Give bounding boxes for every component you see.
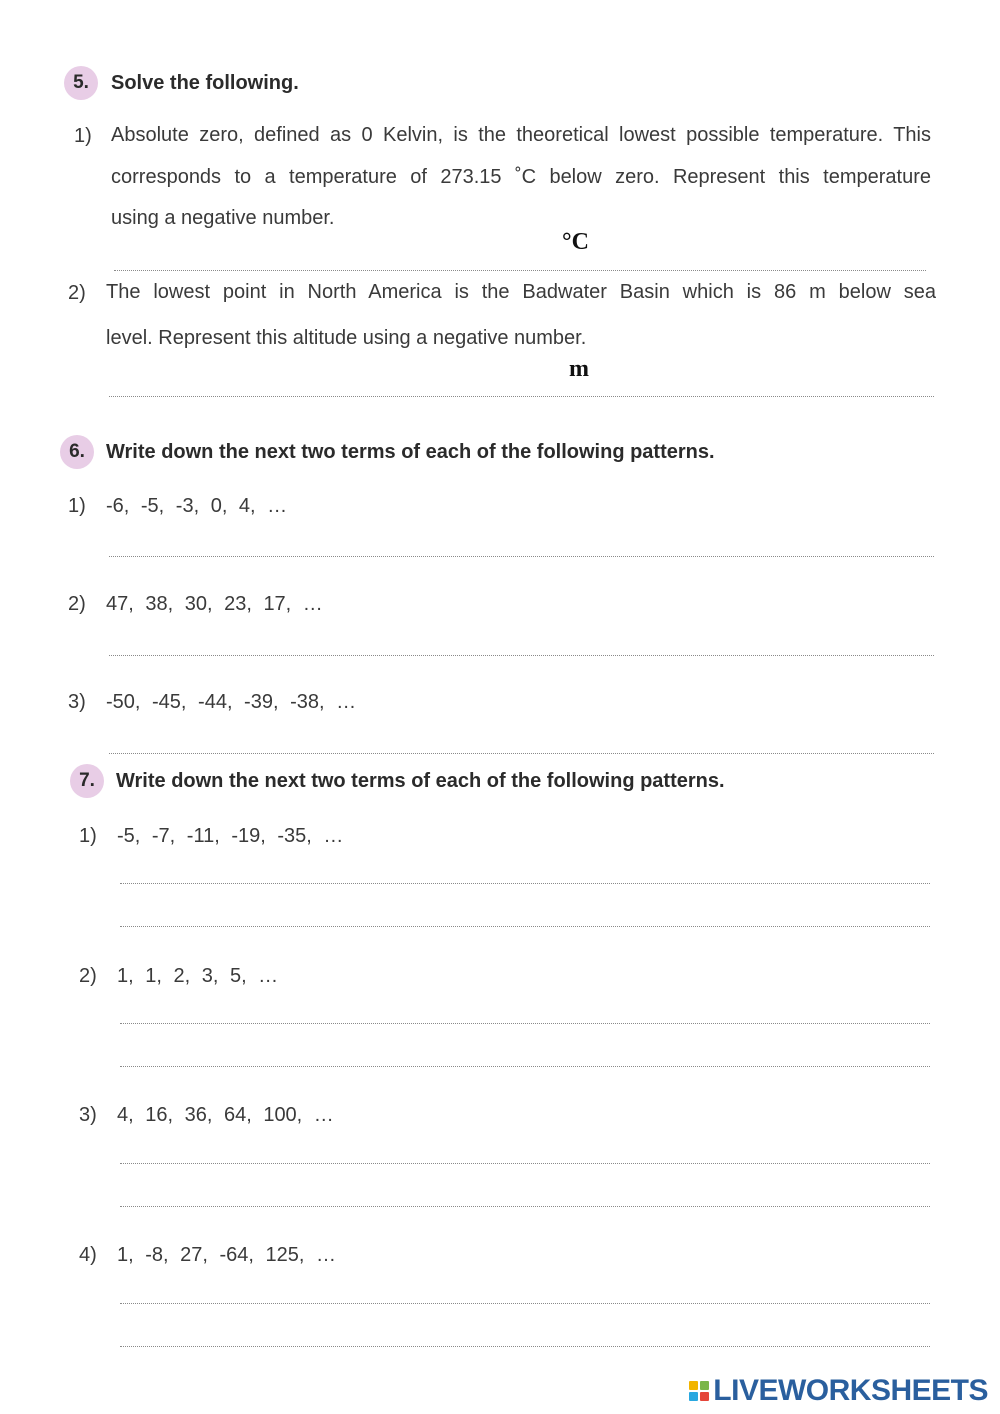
question-7-1-sequence: -5, -7, -11, -19, -35, … <box>117 825 344 847</box>
question-5-2-line-2: level. Represent this altitude using a negative number. <box>106 327 587 349</box>
question-5-1-unit: °C <box>562 229 589 255</box>
section-5-title: Solve the following. <box>111 72 299 94</box>
question-7-4-answer-line-2[interactable] <box>120 1346 930 1347</box>
question-7-4-number: 4) <box>79 1244 97 1266</box>
question-5-2-number: 2) <box>68 282 86 304</box>
section-6-badge: 6. <box>60 435 94 469</box>
question-5-1-number: 1) <box>74 125 92 147</box>
question-7-2-number: 2) <box>79 965 97 987</box>
logo-text: LIVEWORKSHEETS <box>713 1374 988 1407</box>
question-5-2-answer-line[interactable] <box>109 396 934 397</box>
section-5-badge: 5. <box>64 66 98 100</box>
question-7-2-answer-line-2[interactable] <box>120 1066 930 1067</box>
question-7-3-number: 3) <box>79 1104 97 1126</box>
question-7-3-answer-line-1[interactable] <box>120 1163 930 1164</box>
question-6-2-answer-line[interactable] <box>109 655 934 656</box>
question-5-2-unit: m <box>569 356 589 382</box>
question-6-3-answer-line[interactable] <box>109 753 934 754</box>
question-7-4-answer-line-1[interactable] <box>120 1303 930 1304</box>
question-7-4-sequence: 1, -8, 27, -64, 125, … <box>117 1244 336 1266</box>
question-6-3-number: 3) <box>68 691 86 713</box>
question-7-1-number: 1) <box>79 825 97 847</box>
section-7-title: Write down the next two terms of each of the following patterns. <box>116 770 725 792</box>
question-6-1-number: 1) <box>68 495 86 517</box>
question-6-1-sequence: -6, -5, -3, 0, 4, … <box>106 495 288 517</box>
section-6-title: Write down the next two terms of each of the following patterns. <box>106 441 715 463</box>
question-5-2-line-1: The lowest point in North America is the Badwater Basin which is 86 m below sea <box>106 281 936 303</box>
question-7-2-sequence: 1, 1, 2, 3, 5, … <box>117 965 279 987</box>
question-7-1-answer-line-1[interactable] <box>120 883 930 884</box>
question-5-1-line-1: Absolute zero, defined as 0 Kelvin, is the theoretical lowest possible temperature. This <box>111 124 931 146</box>
question-5-1-line-3: using a negative number. <box>111 207 335 229</box>
question-7-1-answer-line-2[interactable] <box>120 926 930 927</box>
question-5-1-line-2: corresponds to a temperature of 273.15 ˚C below zero. Represent this temperature <box>111 166 931 188</box>
logo-squares-icon <box>689 1381 709 1401</box>
liveworksheets-logo <box>689 1374 988 1408</box>
question-6-1-answer-line[interactable] <box>109 556 934 557</box>
question-6-3-sequence: -50, -45, -44, -39, -38, … <box>106 691 357 713</box>
question-7-3-sequence: 4, 16, 36, 64, 100, … <box>117 1104 334 1126</box>
question-7-3-answer-line-2[interactable] <box>120 1206 930 1207</box>
question-6-2-sequence: 47, 38, 30, 23, 17, … <box>106 593 323 615</box>
question-7-2-answer-line-1[interactable] <box>120 1023 930 1024</box>
question-6-2-number: 2) <box>68 593 86 615</box>
section-7-badge: 7. <box>70 764 104 798</box>
